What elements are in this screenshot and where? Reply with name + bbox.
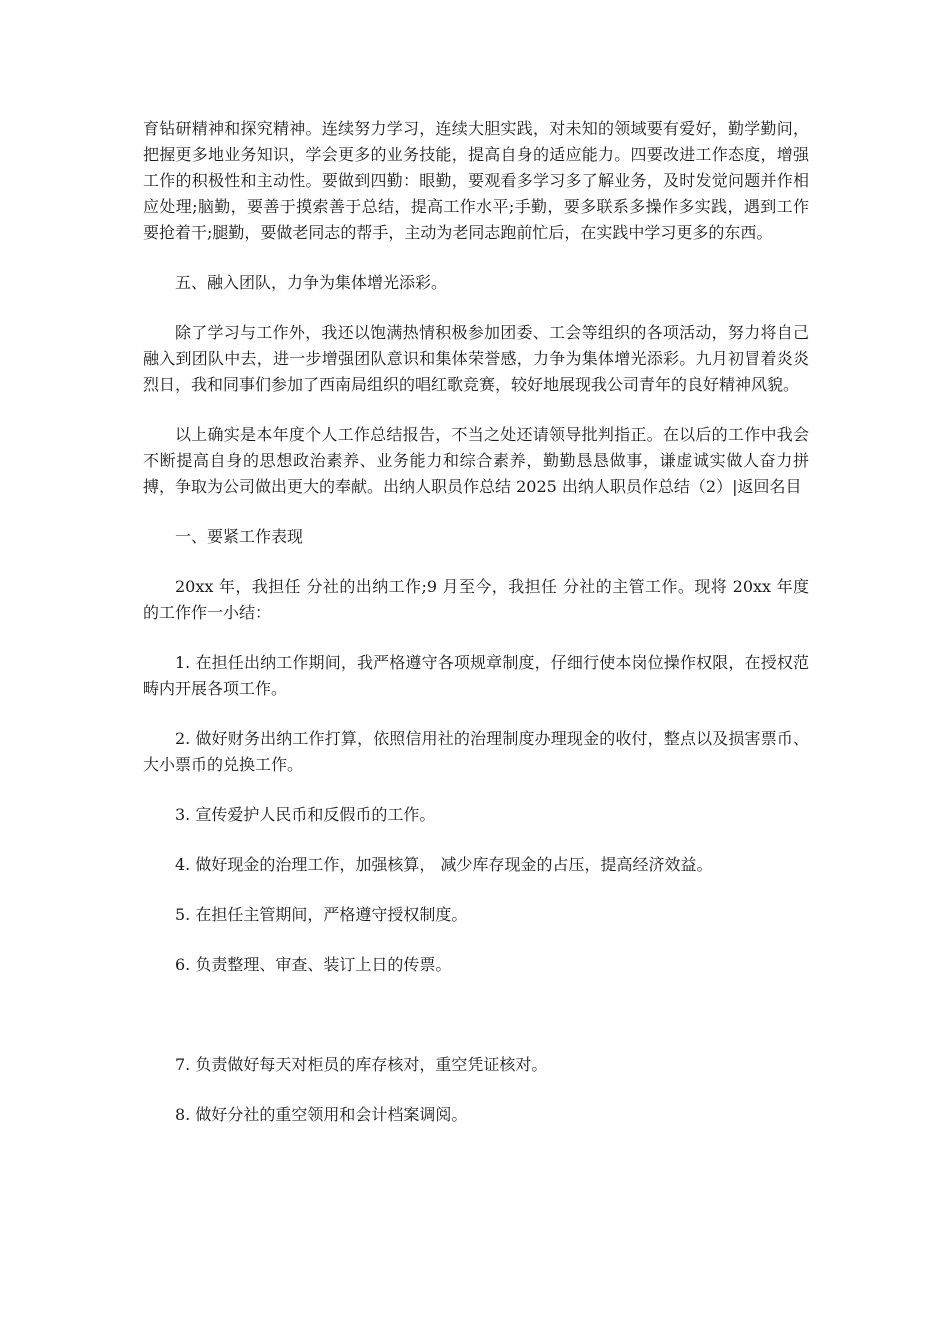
list-item-7: 7. 负责做好每天对柜员的库存核对，重空凭证核对。 bbox=[175, 1055, 548, 1074]
paragraph-team-activities: 除了学习与工作外，我还以饱满热情积极参加团委、工会等组织的各项活动，努力将自己融入到团队中去，进一步增强团队意识和集体荣誉感，力争为集体增光添彩。九月初冒着炎炎烈日，我和同事们参加了西南局组织的唱红歌竞赛，较好地展现我公司青年的良好精神风貌。 bbox=[143, 323, 809, 394]
list-item-5: 5. 在担任主管期间，严格遵守授权制度。 bbox=[175, 905, 468, 924]
list-item-1: 1. 在担任出纳工作期间，我严格遵守各项规章制度，仔细行使本岗位操作权限，在授权范畴内开展各项工作。 bbox=[143, 653, 809, 698]
list-item-3: 3. 宣传爱护人民币和反假币的工作。 bbox=[175, 805, 436, 824]
paragraph-continuation: 育钻研精神和探究精神。连续努力学习，连续大胆实践，对未知的领域要有爱好，勤学勤问，把握更多地业务知识，学会更多的业务技能，提高自身的适应能力。四要改进工作态度，增强工作的积极性和主动性。要做到四勤：眼勤，要观看多学习多了解业务，及时发觉问题并作相应处理;脑勤，要善于摸索善于总结，提高工作水平;手勤，要多联系多操作多实践，遇到工作要抢着干;腿勤，要做老同志的帮手，主动为老同志跑前忙后，在实践中学习更多的东西。 bbox=[143, 119, 809, 242]
section-heading-1: 一、要紧工作表现 bbox=[175, 527, 304, 546]
list-item-4: 4. 做好现金的治理工作，加强核算， 减少库存现金的占压，提高经济效益。 bbox=[175, 855, 713, 874]
list-item-6: 6. 负责整理、审查、装订上日的传票。 bbox=[175, 955, 452, 974]
document-page bbox=[143, 116, 809, 1128]
section-heading-5: 五、融入团队，力争为集体增光添彩。 bbox=[175, 273, 448, 292]
list-item-8: 8. 做好分社的重空领用和会计档案调阅。 bbox=[175, 1105, 468, 1124]
list-item-2: 2. 做好财务出纳工作打算，依照信用社的治理制度办理现金的收付，整点以及损害票币、大小票币的兑换工作。 bbox=[143, 729, 809, 774]
paragraph-conclusion: 以上确实是本年度个人工作总结报告，不当之处还请领导批判指正。在以后的工作中我会不断提高自身的思想政治素养、业务能力和综合素养，勤勤恳恳做事，谦虚诚实做人奋力拼搏，争取为公司做出更大的奉献。出纳人职员作总结 2025 出纳人职员作总结（2）|返回名目 bbox=[143, 425, 809, 496]
paragraph-intro: 20xx 年，我担任 分社的出纳工作;9 月至今，我担任 分社的主管工作。现将 20xx 年度的工作作一小结： bbox=[143, 577, 809, 622]
